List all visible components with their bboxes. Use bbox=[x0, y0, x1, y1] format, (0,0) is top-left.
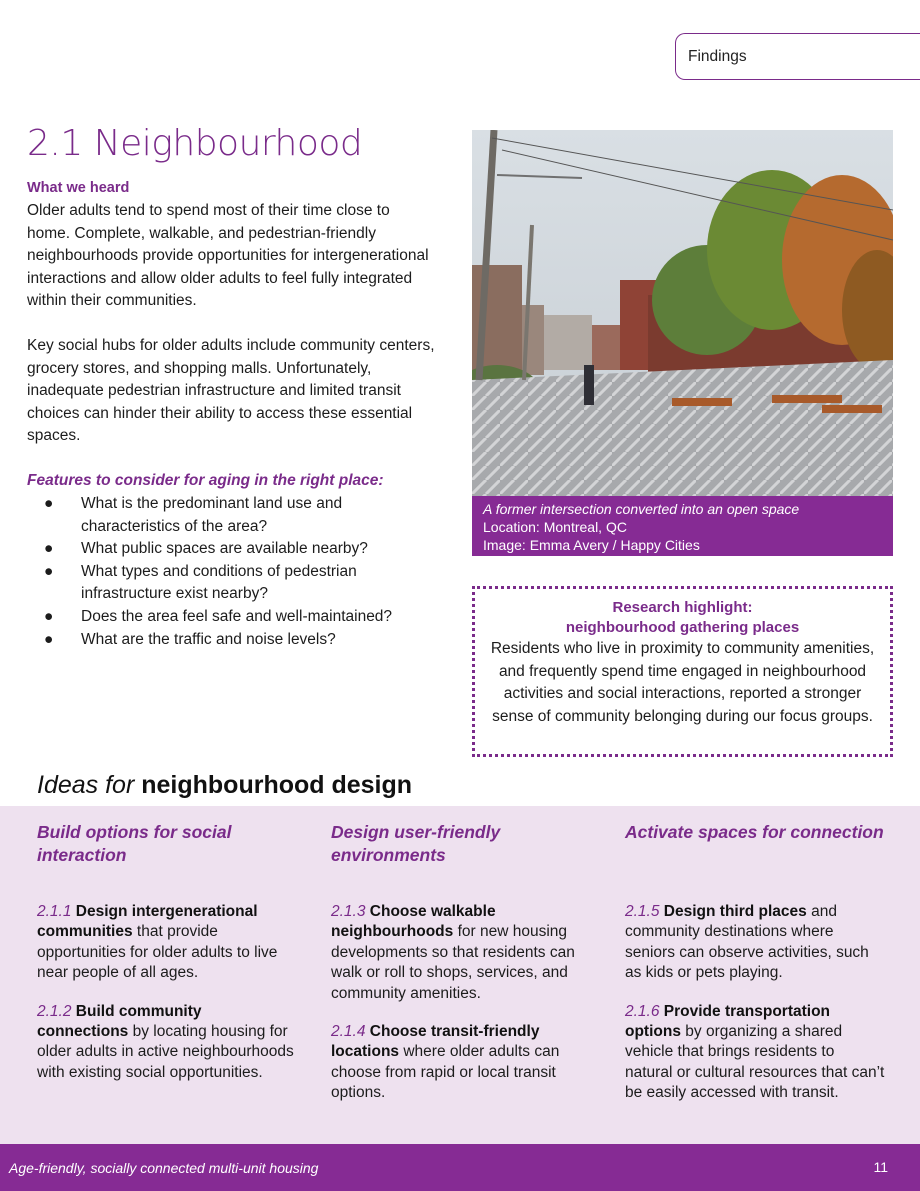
features-title: Features to consider for aging in the right place: bbox=[27, 472, 384, 489]
list-item: ● What types and conditions of pedestrian infrastructure exist nearby? bbox=[44, 562, 357, 603]
street-photo bbox=[472, 130, 893, 496]
page-footer bbox=[0, 1144, 920, 1191]
idea-item: 2.1.3 Choose walkable neighbourhoods for new housing developments so that residents can walk or roll to shops, services, and community amenities. bbox=[331, 903, 575, 1002]
ideas-column-social bbox=[37, 821, 297, 1101]
idea-item: 2.1.2 Build community connections by locating housing for older adults in active neighbourhoods with existing social opportunities. bbox=[37, 1002, 294, 1081]
bullet-icon: ● bbox=[44, 495, 54, 512]
photo-caption bbox=[472, 496, 893, 556]
ideas-panel bbox=[0, 806, 920, 1144]
list-item: ● What are the traffic and noise levels? bbox=[44, 629, 439, 652]
bullet-icon: ● bbox=[44, 630, 54, 648]
bullet-icon: ● bbox=[44, 562, 54, 580]
ideas-heading-light: Ideas for bbox=[37, 771, 135, 799]
research-subtitle: neighbourhood gathering places bbox=[565, 619, 800, 636]
ideas-heading-bold: neighbourhood design bbox=[141, 771, 413, 799]
section-title: 2.1 Neighbourhood bbox=[27, 123, 363, 164]
page-number: 11 bbox=[873, 1159, 888, 1175]
research-title: Research highlight: bbox=[612, 599, 753, 616]
idea-item: 2.1.4 Choose transit-friendly locations where older adults can choose from rapid or local transit options. bbox=[331, 1023, 560, 1102]
footer-title: Age-friendly, socially connected multi-unit housing bbox=[9, 1160, 319, 1176]
list-item: ● What is the predominant land use and characteristics of the area? bbox=[44, 495, 343, 535]
list-item: ● Does the area feel safe and well-maintained? bbox=[44, 606, 439, 629]
ideas-column-connection bbox=[625, 821, 885, 1122]
intro-paragraph: Older adults tend to spend most of their time close to home. Complete, walkable, and pedestrian-friendly neighbourhoods provide opportunities for intergenerational interactions and allow older adults to feel fully integrated within their communities. bbox=[27, 202, 429, 310]
bullet-icon: ● bbox=[44, 607, 54, 625]
research-body: Residents who live in proximity to community amenities, and frequently spend time engaged in neighbourhood activities and social interactions, reported a stronger sense of community belonging during our focus groups. bbox=[490, 640, 875, 725]
caption-description: A former intersection converted into an open space bbox=[483, 501, 800, 517]
list-item: ● What public spaces are available nearby? bbox=[44, 538, 439, 561]
idea-item: 2.1.5 Design third places and community destinations where seniors can observe activities, such as kids or pets playing. bbox=[625, 903, 869, 982]
findings-tab: Findings bbox=[675, 33, 920, 80]
ideas-heading bbox=[37, 771, 412, 800]
caption-credit: Image: Emma Avery / Happy Cities bbox=[483, 537, 700, 553]
features-list bbox=[44, 493, 439, 651]
column-title: Activate spaces for connection bbox=[625, 822, 884, 842]
column-title: Build options for social interaction bbox=[37, 822, 232, 865]
column-title: Design user-friendly environments bbox=[331, 822, 501, 865]
what-we-heard-label: What we heard bbox=[27, 180, 130, 196]
research-highlight-box bbox=[472, 586, 893, 757]
idea-item: 2.1.1 Design intergenerational communities that provide opportunities for older adults to live near people of all ages. bbox=[37, 903, 278, 982]
idea-item: 2.1.6 Provide transportation options by organizing a shared vehicle that brings residents to natural or cultural resources that can’t be easily accessed with transit. bbox=[625, 1002, 885, 1102]
bullet-icon: ● bbox=[44, 540, 54, 558]
caption-location: Location: Montreal, QC bbox=[483, 519, 627, 535]
ideas-column-environments bbox=[331, 821, 591, 1122]
social-hubs-paragraph: Key social hubs for older adults include community centers, grocery stores, and shopping malls. Unfortunately, inadequate pedestrian infrastructure and limited transit choices can hinder their ability to access these essential spaces. bbox=[27, 337, 435, 445]
